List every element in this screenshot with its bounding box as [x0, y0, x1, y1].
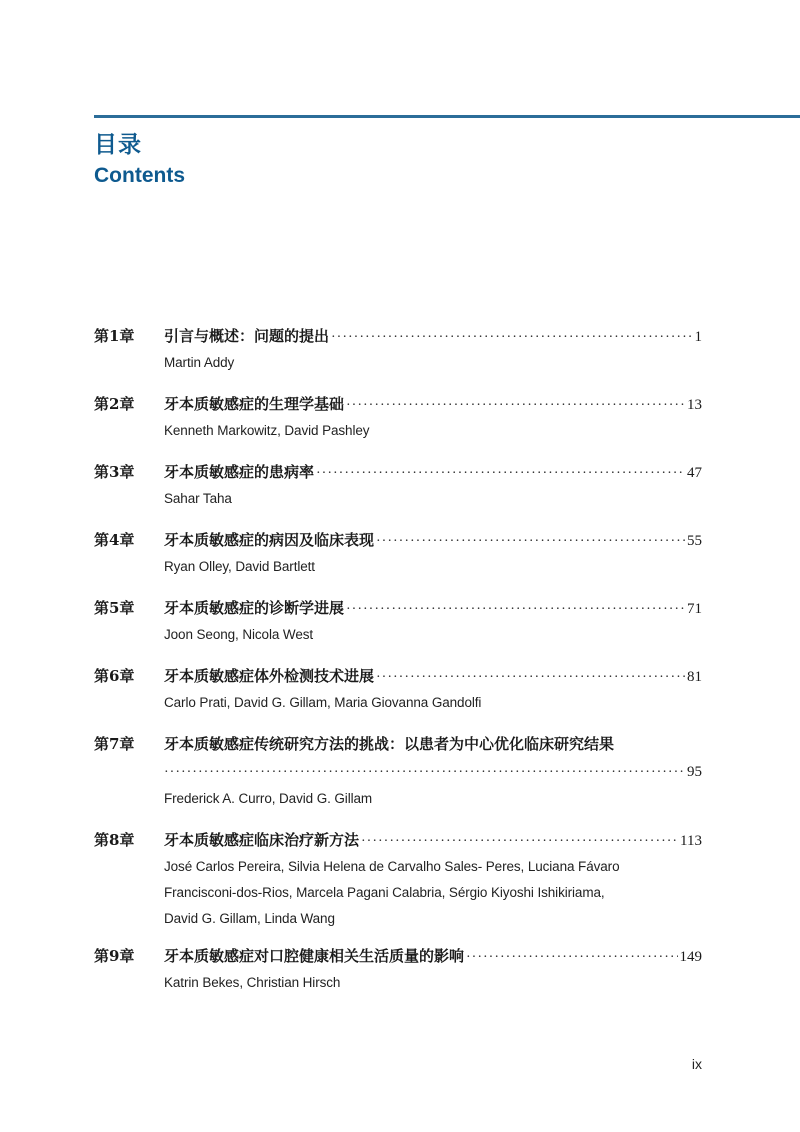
title-english: Contents	[94, 164, 185, 187]
chapter-authors: Katrin Bekes, Christian Hirsch	[164, 975, 341, 990]
chapter-number: 第6章	[94, 667, 135, 685]
chapter-number: 第2章	[94, 395, 135, 413]
page-number: 47	[687, 465, 702, 481]
page-number: 13	[687, 397, 702, 413]
table-of-contents	[94, 322, 702, 996]
dot-leader	[376, 664, 685, 692]
toc-entry-7[interactable]	[94, 730, 702, 812]
chapter-authors: Sahar Taha	[164, 491, 232, 506]
dot-leader	[316, 460, 685, 488]
toc-entry-6[interactable]	[94, 662, 702, 716]
title-chinese: 目录	[94, 132, 142, 158]
chapter-title[interactable]: 牙本质敏感症体外检测技术进展	[164, 667, 375, 685]
chapter-title[interactable]: 牙本质敏感症的诊断学进展	[164, 599, 345, 617]
dot-leader	[164, 759, 685, 787]
chapter-number: 第1章	[94, 327, 135, 345]
toc-entry-9[interactable]	[94, 942, 702, 996]
dot-leader	[376, 528, 685, 556]
chapter-authors: Martin Addy	[164, 355, 235, 370]
chapter-authors: Joon Seong, Nicola West	[164, 627, 314, 642]
chapter-title[interactable]: 牙本质敏感症传统研究方法的挑战：以患者为中心优化临床研究结果	[164, 735, 615, 753]
chapter-number: 第8章	[94, 831, 135, 849]
chapter-authors: Frederick A. Curro, David G. Gillam	[164, 791, 373, 806]
dot-leader	[466, 944, 677, 972]
dot-leader	[361, 828, 678, 856]
page-number: 55	[687, 533, 702, 549]
chapter-title[interactable]: 牙本质敏感症的病因及临床表现	[164, 531, 375, 549]
page-number: 1	[694, 329, 702, 345]
chapter-title[interactable]: 牙本质敏感症的患病率	[164, 463, 315, 481]
chapter-number: 第5章	[94, 599, 135, 617]
chapter-authors-line: David G. Gillam, Linda Wang	[164, 911, 335, 926]
chapter-title[interactable]: 牙本质敏感症对口腔健康相关生活质量的影响	[164, 947, 465, 965]
chapter-authors-line: José Carlos Pereira, Silvia Helena de Carvalho Sales- Peres, Luciana Fávaro	[164, 859, 620, 874]
dot-leader	[331, 324, 692, 352]
chapter-number: 第9章	[94, 947, 135, 965]
page-number: 71	[687, 601, 702, 617]
chapter-authors: Carlo Prati, David G. Gillam, Maria Giovanna Gandolfi	[164, 695, 482, 710]
chapter-title[interactable]: 牙本质敏感症临床治疗新方法	[164, 831, 360, 849]
page-number: 81	[687, 669, 702, 685]
dot-leader	[346, 392, 685, 420]
toc-entry-4[interactable]	[94, 526, 702, 580]
page-number: 149	[679, 949, 702, 965]
page-number: 113	[680, 833, 702, 849]
chapter-number: 第7章	[94, 735, 135, 753]
page-number: 95	[687, 764, 702, 780]
chapter-authors-line: Francisconi-dos-Rios, Marcela Pagani Calabria, Sérgio Kiyoshi Ishikiriama,	[164, 885, 605, 900]
chapter-number: 第4章	[94, 531, 135, 549]
toc-entry-8[interactable]	[94, 826, 702, 932]
dot-leader	[346, 596, 685, 624]
chapter-title[interactable]: 引言与概述：问题的提出	[164, 327, 330, 345]
chapter-authors: Ryan Olley, David Bartlett	[164, 559, 315, 574]
toc-entry-1[interactable]	[94, 322, 702, 376]
page-folio: ix	[691, 1056, 702, 1072]
chapter-number: 第3章	[94, 463, 135, 481]
header-rule	[94, 115, 800, 118]
toc-entry-3[interactable]	[94, 458, 702, 512]
toc-entry-5[interactable]	[94, 594, 702, 648]
chapter-title[interactable]: 牙本质敏感症的生理学基础	[164, 395, 345, 413]
toc-entry-2[interactable]	[94, 390, 702, 444]
chapter-authors: Kenneth Markowitz, David Pashley	[164, 423, 370, 438]
